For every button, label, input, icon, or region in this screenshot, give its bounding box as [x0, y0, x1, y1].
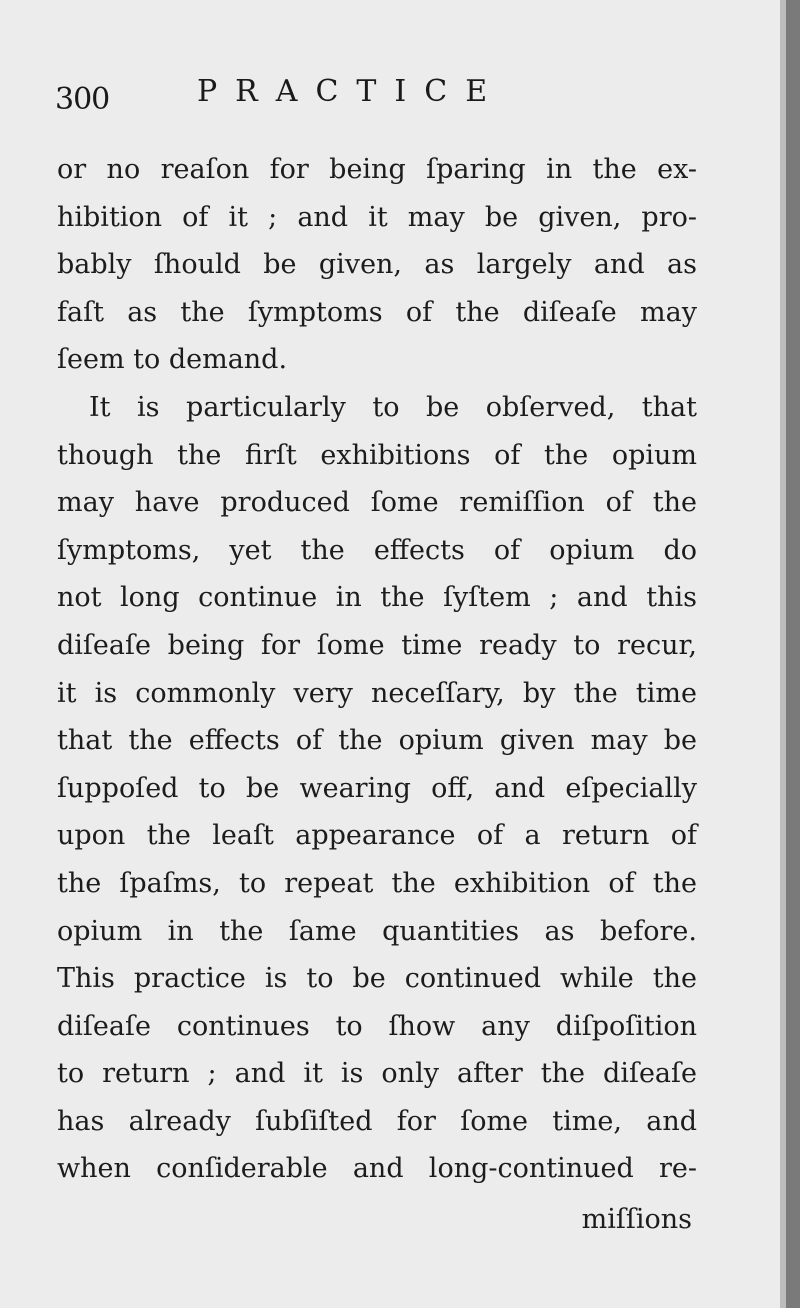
text-line: ſeem to demand.	[57, 344, 288, 376]
text-line: bably ſhould be given, as largely and as	[57, 249, 697, 281]
page-header	[55, 74, 745, 122]
text-line: it is commonly very neceſſary, by the time	[57, 677, 697, 709]
text-line: ſymptoms, yet the effects of opium do	[57, 534, 697, 566]
text-line: may have produced ſome remiſſion of the	[57, 487, 697, 519]
text-line: the ſpaſms, to repeat the exhibition of the	[57, 867, 697, 899]
text-line: It is particularly to be obſerved, that	[89, 391, 697, 423]
running-head: PRACTICE	[197, 74, 506, 109]
text-line: ſuppoſed to be wearing off, and eſpecially	[57, 772, 697, 804]
text-line: diſeaſe being for ſome time ready to recur,	[57, 629, 697, 661]
page-edge	[786, 0, 800, 1308]
text-line: upon the leaſt appearance of a return of	[57, 820, 697, 852]
body-text	[57, 146, 697, 1193]
text-line: that the effects of the opium given may be	[57, 725, 697, 757]
catchword: miſſions	[581, 1204, 692, 1235]
text-line: This practice is to be continued while the	[57, 963, 697, 995]
text-line: hibition of it ; and it may be given, pro-	[57, 201, 697, 233]
text-line: though the firſt exhibitions of the opium	[57, 439, 697, 471]
text-line: faſt as the ſymptoms of the diſeaſe may	[57, 296, 697, 328]
page-number: 300	[55, 82, 110, 117]
text-line: diſeaſe continues to ſhow any diſpoſition	[57, 1010, 697, 1042]
text-line: opium in the ſame quantities as before.	[57, 915, 697, 947]
text-line: has already ſubſiſted for ſome time, and	[57, 1105, 697, 1137]
text-line: or no reaſon for being ſparing in the ex-	[57, 154, 697, 185]
text-line: when conſiderable and long-continued re-	[57, 1153, 697, 1185]
text-line: to return ; and it is only after the diſeaſe	[57, 1058, 697, 1090]
text-line: not long continue in the ſyſtem ; and this	[57, 582, 697, 614]
